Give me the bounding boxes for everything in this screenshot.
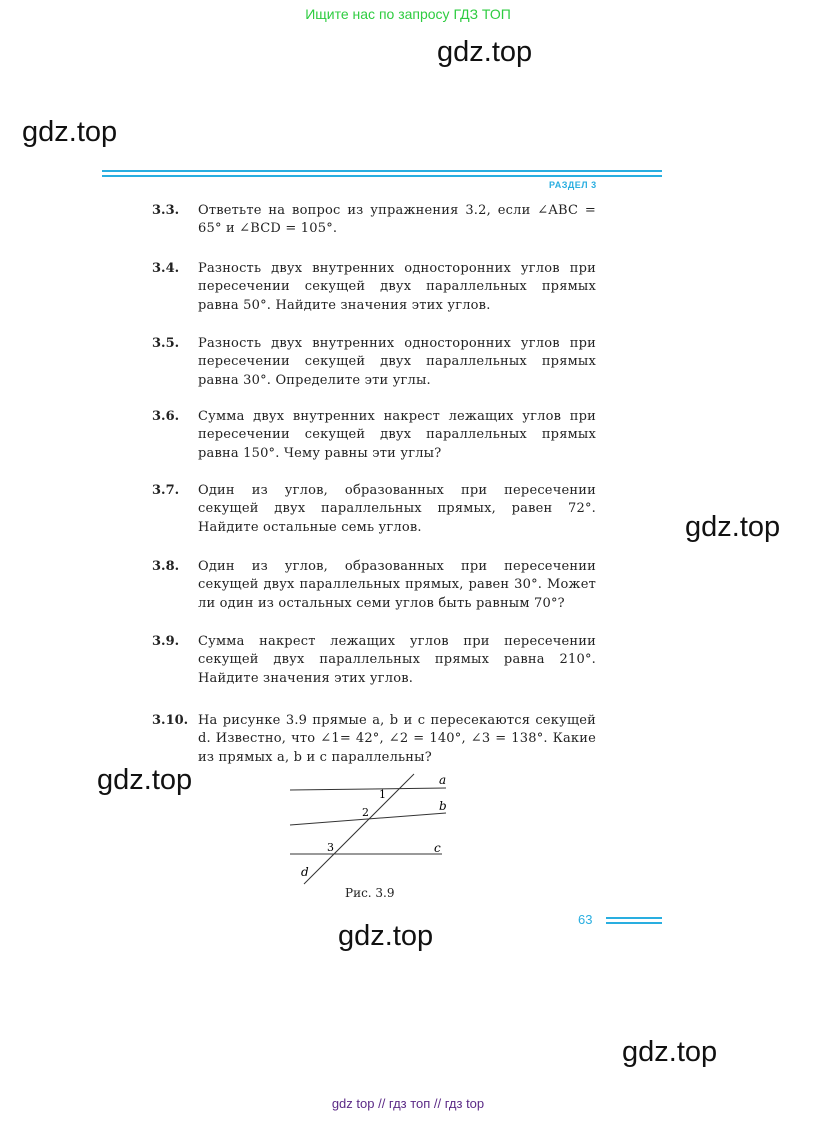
task-text: Сумма накрест лежащих углов при пересечении секущей двух параллельных прямых равна 210°. Найдите значения этих углов. bbox=[198, 634, 596, 686]
watermark: gdz.top bbox=[437, 36, 533, 68]
task-3-7 bbox=[152, 482, 596, 537]
top-banner[interactable]: Ищите нас по запросу ГДЗ ТОП bbox=[305, 6, 511, 22]
label-a: a bbox=[439, 773, 447, 787]
task-number: 3.6. bbox=[152, 409, 180, 424]
task-text: Один из углов, образованных при пересечении секущей двух параллельных прямых, равен 72°. Найдите остальные семь углов. bbox=[198, 483, 596, 535]
task-number: 3.5. bbox=[152, 336, 180, 351]
label-d: d bbox=[301, 865, 309, 879]
task-3-8 bbox=[152, 558, 596, 613]
task-text: Разность двух внутренних односторонних углов при пересечении секущей двух параллельных прямых равна 50°. Найдите значения этих углов. bbox=[198, 261, 596, 313]
header-rule bbox=[102, 175, 662, 177]
task-3-10 bbox=[152, 712, 596, 767]
task-text: Один из углов, образованных при пересечении секущей двух параллельных прямых, равен 30°. Может ли один из остальных семи углов быть равным 70°? bbox=[198, 559, 596, 611]
footer-rule bbox=[606, 922, 662, 924]
task-3-6 bbox=[152, 408, 596, 463]
label-c: c bbox=[434, 841, 441, 855]
footer-rule bbox=[606, 917, 662, 919]
watermark: gdz.top bbox=[97, 764, 193, 796]
task-text: Разность двух внутренних односторонних углов при пересечении секущей двух параллельных прямых равна 30°. Определите эти углы. bbox=[198, 336, 596, 388]
task-number: 3.3. bbox=[152, 203, 180, 218]
watermark: gdz.top bbox=[685, 511, 781, 543]
task-text: Сумма двух внутренних накрест лежащих углов при пересечении секущей двух параллельных прямых равна 150°. Чему равны эти углы? bbox=[198, 409, 596, 461]
task-3-9 bbox=[152, 633, 596, 688]
header-rule bbox=[102, 170, 662, 172]
footer-links[interactable]: gdz top // гдз топ // гдз top bbox=[331, 1096, 485, 1111]
figure-caption: Рис. 3.9 bbox=[345, 886, 395, 900]
label-b: b bbox=[439, 799, 447, 813]
watermark: gdz.top bbox=[22, 116, 118, 148]
task-number: 3.9. bbox=[152, 634, 180, 649]
angle-2-label: 2 bbox=[362, 806, 369, 819]
task-text: Ответьте на вопрос из упражнения 3.2, если ∠ABC = 65° и ∠BCD = 105°. bbox=[198, 203, 596, 237]
task-text: На рисунке 3.9 прямые a, b и c пересекаются секущей d. Известно, что ∠1= 42°, ∠2 = 140°, ∠3 = 138°. Какие из прямых a, b и c параллельны? bbox=[198, 713, 596, 765]
task-3-5 bbox=[152, 335, 596, 390]
page-number: 63 bbox=[578, 912, 593, 927]
angle-3-label: 3 bbox=[327, 841, 334, 854]
line-a bbox=[290, 788, 446, 790]
task-number: 3.4. bbox=[152, 261, 180, 276]
watermark: gdz.top bbox=[338, 920, 434, 952]
task-number: 3.8. bbox=[152, 559, 180, 574]
task-number: 3.7. bbox=[152, 483, 180, 498]
task-number: 3.10. bbox=[152, 713, 189, 728]
angle-1-label: 1 bbox=[379, 788, 386, 801]
watermark: gdz.top bbox=[622, 1036, 718, 1068]
task-3-3 bbox=[152, 202, 596, 239]
line-d bbox=[304, 774, 414, 884]
task-3-4 bbox=[152, 260, 596, 315]
figure-3-9 bbox=[282, 770, 462, 886]
section-label: РАЗДЕЛ 3 bbox=[549, 180, 597, 190]
